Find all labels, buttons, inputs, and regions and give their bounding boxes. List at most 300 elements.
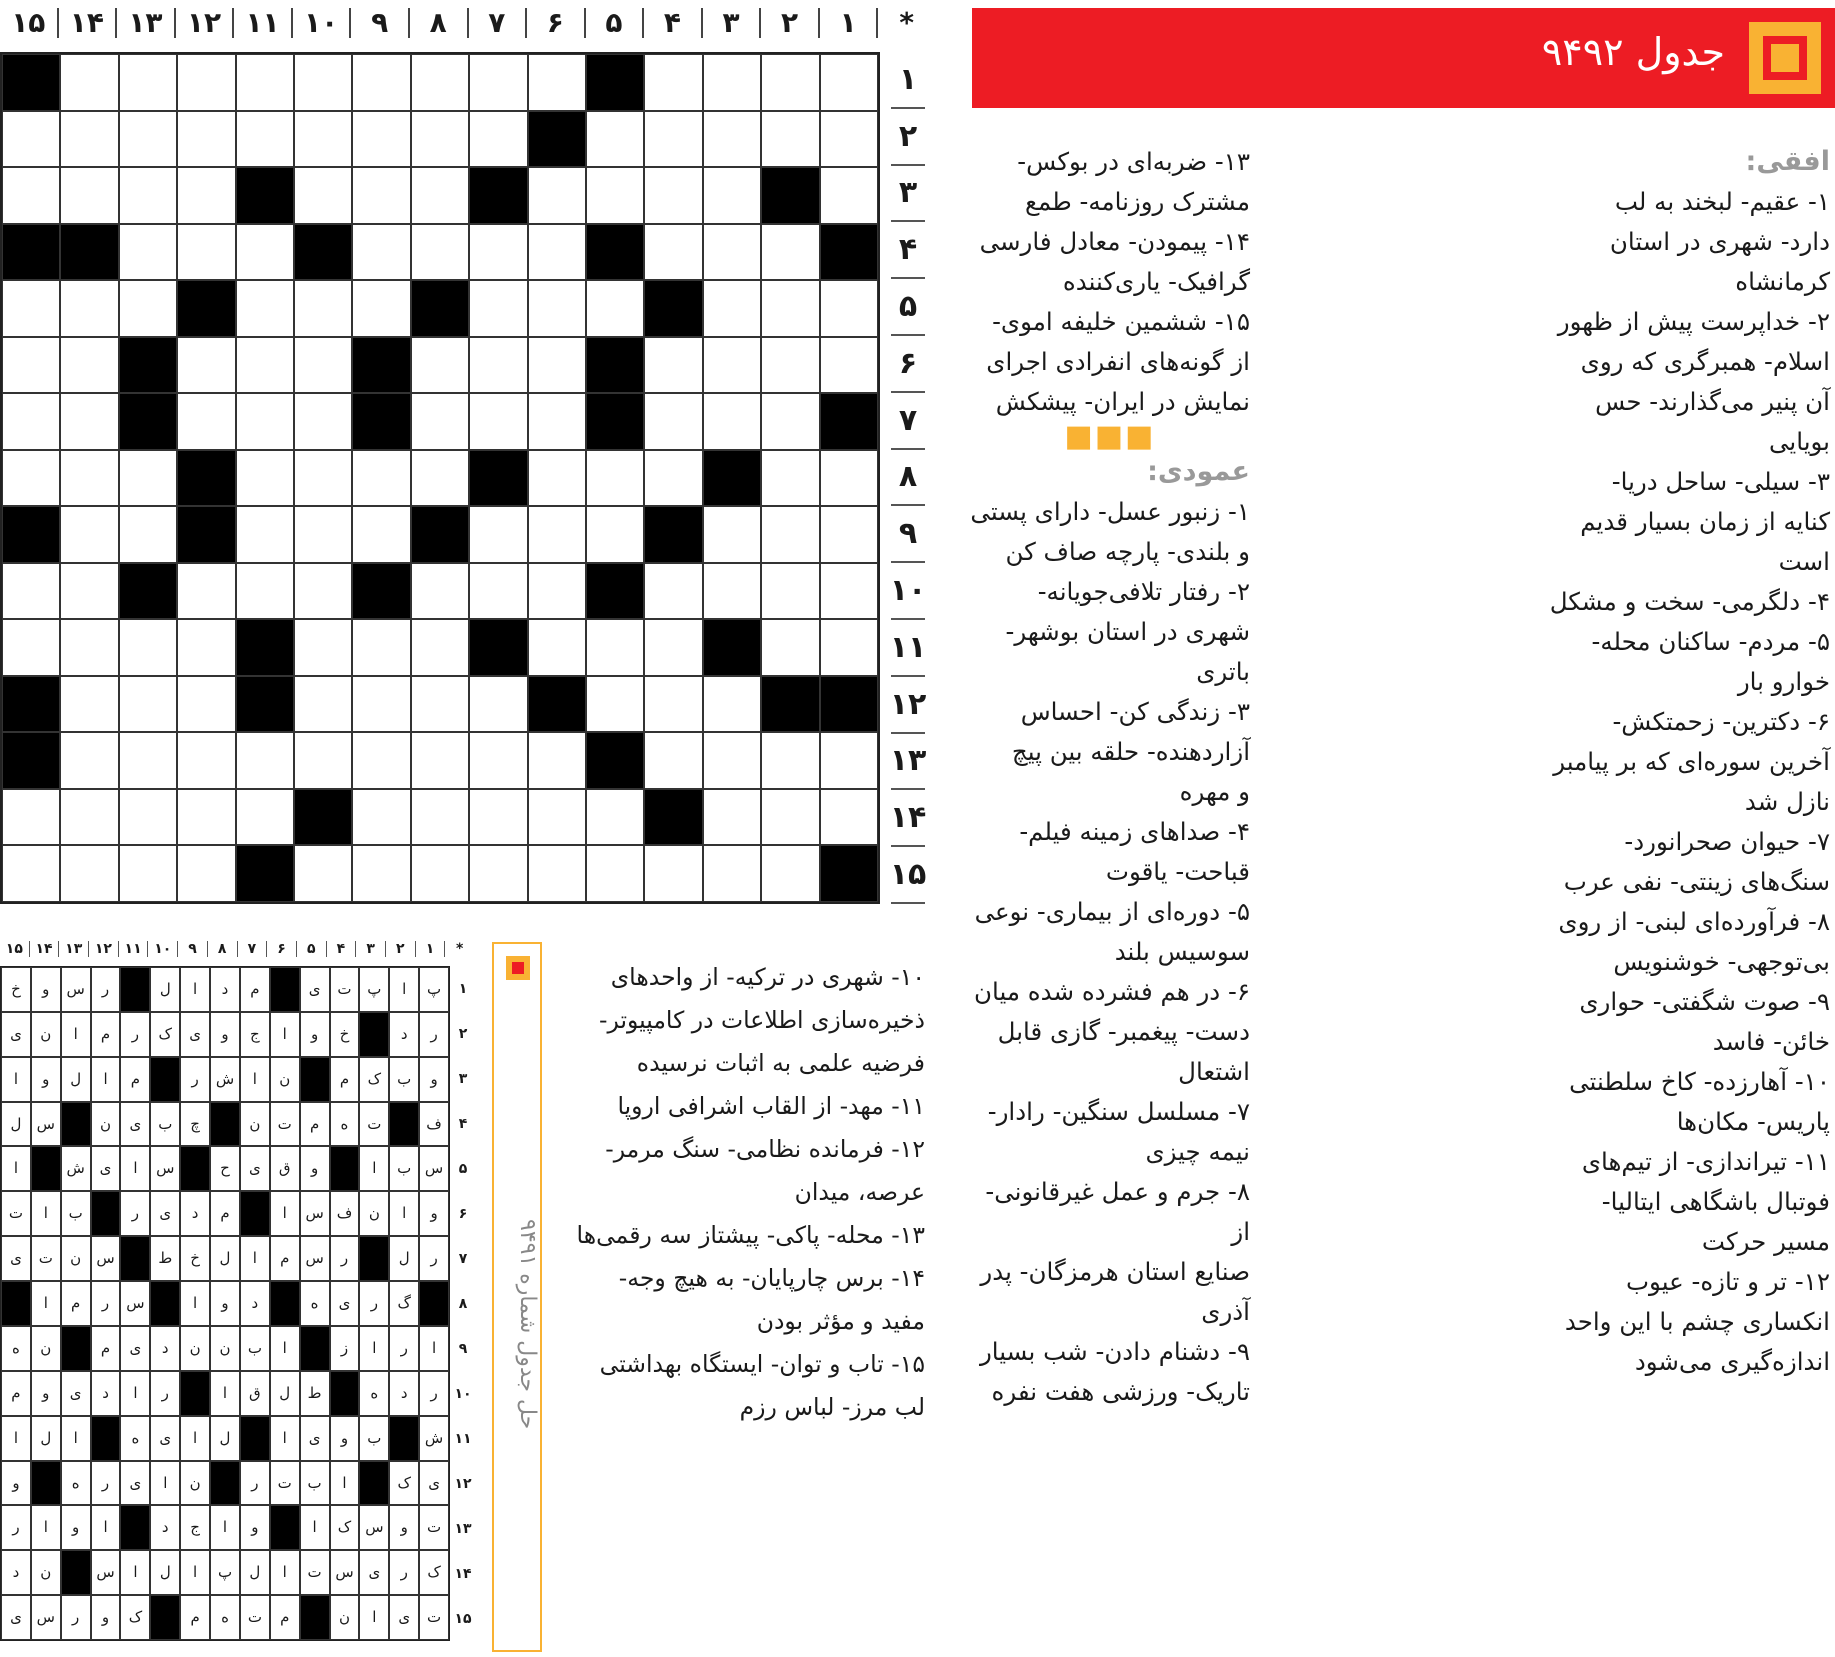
solution-cell: ا (389, 967, 419, 1012)
black-cell (294, 789, 352, 846)
grid-cell[interactable] (644, 337, 702, 394)
grid-cell[interactable] (119, 619, 177, 676)
grid-cell[interactable] (294, 845, 352, 902)
solution-cell: ک (359, 1057, 389, 1102)
grid-cell[interactable] (411, 619, 469, 676)
grid-cell[interactable] (411, 337, 469, 394)
grid-cell[interactable] (644, 393, 702, 450)
grid-cell[interactable] (644, 845, 702, 902)
clues-column-1 (1290, 142, 1830, 1382)
solution-cell: ن (210, 1326, 240, 1371)
solution-cell: ر (1, 1505, 31, 1550)
grid-cell[interactable] (2, 393, 60, 450)
grid-cell[interactable] (528, 393, 586, 450)
grid-cell[interactable] (469, 676, 527, 733)
grid-cell[interactable] (177, 167, 235, 224)
solution-cell: م (270, 1595, 300, 1640)
solution-cell: ل (240, 1550, 270, 1595)
solution-cell: ل (210, 1416, 240, 1461)
grid-cell[interactable] (761, 450, 819, 507)
clue-line: ۱۴- پیمودن- معادل فارسی (979, 227, 1250, 256)
clue-line: ۴- صداهای زمینه فیلم- (1019, 817, 1250, 846)
grid-cell[interactable] (236, 789, 294, 846)
clue-line: آن پنیر می‌گذارند- حس (1595, 387, 1830, 416)
grid-cell[interactable] (60, 676, 118, 733)
solution-cell: ا (91, 1057, 121, 1102)
grid-cell[interactable] (411, 732, 469, 789)
grid-cell[interactable] (703, 54, 761, 111)
clue-line: آخرین سوره‌ای که بر پیامبر (1553, 747, 1830, 776)
grid-cell[interactable] (60, 393, 118, 450)
grid-cell[interactable] (761, 563, 819, 620)
grid-cell[interactable] (761, 111, 819, 168)
solution-cell: ا (1, 1416, 31, 1461)
grid-cell[interactable] (119, 676, 177, 733)
solution-cell: خ (330, 1012, 360, 1057)
solution-cell: ی (120, 1102, 150, 1147)
grid-cell[interactable] (119, 280, 177, 337)
grid-cell[interactable] (236, 54, 294, 111)
grid-cell[interactable] (177, 393, 235, 450)
grid-cell[interactable] (294, 337, 352, 394)
grid-cell[interactable] (294, 619, 352, 676)
black-cell (236, 619, 294, 676)
grid-cell[interactable] (761, 619, 819, 676)
clue-line: ۱۱- تیراندازی- از تیم‌های (1581, 1147, 1830, 1176)
grid-cell[interactable] (177, 676, 235, 733)
grid-cell[interactable] (761, 393, 819, 450)
grid-cell[interactable] (60, 845, 118, 902)
grid-cell[interactable] (820, 563, 878, 620)
solution-cell: ا (91, 1505, 121, 1550)
grid-cell[interactable] (411, 111, 469, 168)
grid-cell[interactable] (119, 732, 177, 789)
solution-cell: ق (270, 1146, 300, 1191)
solution-black-cell (389, 1102, 419, 1147)
grid-cell[interactable] (294, 732, 352, 789)
grid-cell[interactable] (60, 54, 118, 111)
solution-cell: گ (389, 1281, 419, 1326)
grid-cell[interactable] (119, 845, 177, 902)
column-number: ۵ (586, 8, 645, 38)
grid-cell[interactable] (528, 506, 586, 563)
grid-cell[interactable] (294, 54, 352, 111)
solution-cell: ر (389, 1550, 419, 1595)
grid-cell[interactable] (177, 563, 235, 620)
grid-cell[interactable] (469, 224, 527, 281)
grid-cell[interactable] (703, 280, 761, 337)
solution-grid (0, 966, 450, 1641)
grid-cell[interactable] (60, 111, 118, 168)
solution-cell: ط (150, 1236, 180, 1281)
grid-cell[interactable] (469, 563, 527, 620)
grid-cell[interactable] (119, 167, 177, 224)
grid-cell[interactable] (703, 676, 761, 733)
grid-cell[interactable] (177, 789, 235, 846)
grid-cell[interactable] (528, 337, 586, 394)
grid-cell[interactable] (294, 506, 352, 563)
solution-row-number: ۱۱ (454, 1430, 472, 1447)
clue-line: مسیر حرکت (1701, 1227, 1830, 1256)
grid-cell[interactable] (703, 111, 761, 168)
grid-cell[interactable] (119, 54, 177, 111)
solution-cell: ا (150, 1461, 180, 1506)
solution-cell: ه (210, 1595, 240, 1640)
grid-cell[interactable] (2, 450, 60, 507)
grid-cell[interactable] (586, 450, 644, 507)
grid-cell[interactable] (528, 167, 586, 224)
grid-cell[interactable] (761, 54, 819, 111)
solution-row-number: ۱۲ (454, 1475, 472, 1492)
solution-row-number: ۴ (458, 1115, 468, 1132)
grid-cell[interactable] (703, 506, 761, 563)
grid-cell[interactable] (352, 676, 410, 733)
solution-cell: د (150, 1326, 180, 1371)
grid-cell[interactable] (761, 845, 819, 902)
solution-black-cell (61, 1326, 91, 1371)
grid-cell[interactable] (820, 506, 878, 563)
grid-cell[interactable] (411, 393, 469, 450)
solution-cell: س (359, 1505, 389, 1550)
solution-cell: ی (1, 1012, 31, 1057)
grid-cell[interactable] (528, 450, 586, 507)
grid-cell[interactable] (644, 224, 702, 281)
grid-cell[interactable] (411, 54, 469, 111)
solution-cell: ت (270, 1102, 300, 1147)
grid-cell[interactable] (528, 280, 586, 337)
row-number: ۱۴ (891, 790, 925, 847)
solution-column-number: ۶ (267, 941, 297, 957)
grid-cell[interactable] (352, 111, 410, 168)
solution-cell: ا (270, 1416, 300, 1461)
solution-cell: ح (210, 1146, 240, 1191)
grid-cell[interactable] (119, 450, 177, 507)
solution-cell: و (31, 967, 61, 1012)
solution-cell: ن (330, 1595, 360, 1640)
clue-line: فرضیه علمی به اثبات نرسیده (636, 1049, 925, 1077)
grid-cell[interactable] (236, 393, 294, 450)
clue-line: ۱۰- آهارزده- کاخ سلطنتی (1569, 1067, 1830, 1096)
clue-line: فوتبال باشگاهی ایتالیا- (1601, 1187, 1830, 1216)
grid-cell[interactable] (119, 789, 177, 846)
grid-cell[interactable] (469, 789, 527, 846)
row-number: ۹ (891, 506, 925, 563)
grid-cell[interactable] (761, 337, 819, 394)
grid-cell[interactable] (528, 732, 586, 789)
clue-line: بی‌توجهی- خوشنویس (1613, 947, 1830, 976)
grid-cell[interactable] (352, 619, 410, 676)
grid-cell[interactable] (236, 563, 294, 620)
grid-cell[interactable] (820, 337, 878, 394)
grid-cell[interactable] (644, 619, 702, 676)
clue-line: کنایه از زمان بسیار قدیم (1580, 507, 1830, 536)
clue-line: ۳- سیلی- ساحل دریا- (1611, 467, 1830, 496)
solution-cell: ن (61, 1236, 91, 1281)
black-cell (2, 224, 60, 281)
logo-icon (1749, 22, 1821, 94)
clue-line: و مهره (1179, 777, 1250, 806)
grid-cell[interactable] (411, 676, 469, 733)
grid-cell[interactable] (411, 845, 469, 902)
grid-cell[interactable] (352, 280, 410, 337)
solution-cell: ی (120, 1326, 150, 1371)
solution-cell: ش (419, 1416, 449, 1461)
solution-cell: س (91, 1550, 121, 1595)
grid-cell[interactable] (586, 845, 644, 902)
grid-cell[interactable] (820, 619, 878, 676)
grid-cell[interactable] (60, 506, 118, 563)
grid-cell[interactable] (820, 280, 878, 337)
grid-cell[interactable] (703, 393, 761, 450)
solution-cell: م (61, 1281, 91, 1326)
mini-logo-icon (506, 956, 530, 980)
solution-black-cell (150, 1595, 180, 1640)
grid-cell[interactable] (2, 789, 60, 846)
grid-cell[interactable] (177, 619, 235, 676)
grid-cell[interactable] (586, 506, 644, 563)
grid-cell[interactable] (528, 845, 586, 902)
grid-cell[interactable] (2, 845, 60, 902)
grid-cell[interactable] (644, 676, 702, 733)
grid-cell[interactable] (820, 450, 878, 507)
grid-cell[interactable] (177, 111, 235, 168)
solution-cell: ت (359, 1102, 389, 1147)
solution-cell: س (91, 1236, 121, 1281)
column-number: ۱۵ (0, 8, 59, 38)
clue-line: انکساری چشم با این واحد (1564, 1307, 1830, 1336)
grid-cell[interactable] (352, 54, 410, 111)
grid-cell[interactable] (761, 789, 819, 846)
clue-line: ۱۳- محله- پاکی- پیشتاز سه رقمی‌ها (576, 1221, 925, 1249)
grid-cell[interactable] (703, 789, 761, 846)
grid-cell[interactable] (119, 224, 177, 281)
grid-cell[interactable] (236, 506, 294, 563)
grid-cell[interactable] (177, 224, 235, 281)
solution-cell: ه (330, 1102, 360, 1147)
grid-cell[interactable] (820, 167, 878, 224)
grid-cell[interactable] (294, 393, 352, 450)
grid-cell[interactable] (703, 845, 761, 902)
row-number: ۴ (891, 222, 925, 279)
grid-cell[interactable] (2, 619, 60, 676)
grid-cell[interactable] (820, 789, 878, 846)
solution-cell: ل (31, 1416, 61, 1461)
solution-cell: ی (419, 1461, 449, 1506)
grid-cell[interactable] (2, 563, 60, 620)
grid-cell[interactable] (644, 450, 702, 507)
grid-cell[interactable] (761, 224, 819, 281)
solution-row-number: ۱۰ (454, 1385, 472, 1402)
grid-cell[interactable] (60, 167, 118, 224)
grid-cell[interactable] (2, 167, 60, 224)
solution-cell: و (31, 1057, 61, 1102)
grid-cell[interactable] (644, 563, 702, 620)
clue-line: است (1778, 547, 1830, 576)
grid-cell[interactable] (352, 167, 410, 224)
solution-cell: ل (1, 1102, 31, 1147)
grid-cell[interactable] (352, 506, 410, 563)
solution-cell: ی (91, 1146, 121, 1191)
grid-cell[interactable] (60, 280, 118, 337)
grid-cell[interactable] (644, 111, 702, 168)
grid-cell[interactable] (411, 450, 469, 507)
grid-cell[interactable] (411, 167, 469, 224)
grid-cell[interactable] (469, 732, 527, 789)
horizontal-heading: افقی: (1745, 146, 1830, 177)
grid-cell[interactable] (820, 54, 878, 111)
solution-cell: م (1, 1371, 31, 1416)
grid-cell[interactable] (177, 845, 235, 902)
grid-cell[interactable] (177, 54, 235, 111)
clue-line: ۳- زندگی کن- احساس (1020, 697, 1250, 726)
grid-cell[interactable] (528, 619, 586, 676)
separator-dots: ■■■ (1064, 419, 1156, 454)
solution-cell: ک (389, 1461, 419, 1506)
solution-cell: ر (120, 1191, 150, 1236)
grid-cell[interactable] (119, 506, 177, 563)
black-cell (469, 450, 527, 507)
grid-cell[interactable] (469, 393, 527, 450)
solution-cell: ه (300, 1281, 330, 1326)
grid-cell[interactable] (411, 789, 469, 846)
black-cell (352, 563, 410, 620)
grid-cell[interactable] (294, 563, 352, 620)
grid-cell[interactable] (2, 111, 60, 168)
solution-cell: ا (240, 1236, 270, 1281)
grid-cell[interactable] (469, 111, 527, 168)
black-cell (352, 393, 410, 450)
grid-cell[interactable] (60, 789, 118, 846)
grid-cell[interactable] (528, 789, 586, 846)
grid-cell[interactable] (236, 111, 294, 168)
solution-cell: ب (300, 1461, 330, 1506)
grid-cell[interactable] (703, 337, 761, 394)
grid-cell[interactable] (352, 845, 410, 902)
black-cell (703, 619, 761, 676)
grid-cell[interactable] (60, 337, 118, 394)
grid-cell[interactable] (177, 732, 235, 789)
grid-cell[interactable] (411, 563, 469, 620)
grid-cell[interactable] (703, 167, 761, 224)
grid-cell[interactable] (528, 563, 586, 620)
grid-cell[interactable] (586, 676, 644, 733)
grid-cell[interactable] (528, 54, 586, 111)
grid-cell[interactable] (177, 337, 235, 394)
grid-cell[interactable] (352, 224, 410, 281)
grid-cell[interactable] (586, 167, 644, 224)
solution-cell: و (419, 1191, 449, 1236)
column-number: ۱۳ (117, 8, 176, 38)
solution-cell: ت (300, 1550, 330, 1595)
grid-cell[interactable] (586, 280, 644, 337)
grid-cell[interactable] (60, 450, 118, 507)
solution-section (0, 936, 474, 1648)
clue-line: ۱۴- برس چارپایان- به هیچ وجه- (618, 1264, 925, 1292)
grid-cell[interactable] (469, 280, 527, 337)
grid-cell[interactable] (2, 337, 60, 394)
column-number: ۱ (820, 8, 879, 38)
solution-black-cell (61, 1102, 91, 1147)
clue-line: نمایش در ایران- پیشکش (995, 387, 1250, 416)
grid-cell[interactable] (469, 845, 527, 902)
grid-cell[interactable] (352, 450, 410, 507)
grid-cell[interactable] (820, 111, 878, 168)
grid-cell[interactable] (820, 732, 878, 789)
clue-line: تاریک- ورزشی هفت نفره (991, 1377, 1250, 1406)
grid-cell[interactable] (60, 732, 118, 789)
grid-cell[interactable] (352, 732, 410, 789)
grid-cell[interactable] (761, 732, 819, 789)
grid-cell[interactable] (236, 280, 294, 337)
solution-black-cell (300, 1326, 330, 1371)
row-number: ۷ (891, 393, 925, 450)
grid-cell[interactable] (469, 506, 527, 563)
grid-cell[interactable] (294, 676, 352, 733)
grid-cell[interactable] (586, 789, 644, 846)
solution-cell: و (300, 1146, 330, 1191)
solution-row-number: ۱ (458, 980, 468, 997)
grid-cell[interactable] (236, 337, 294, 394)
grid-cell[interactable] (469, 54, 527, 111)
grid-cell[interactable] (528, 224, 586, 281)
solution-black-cell (270, 967, 300, 1012)
grid-cell[interactable] (2, 280, 60, 337)
black-cell (352, 337, 410, 394)
grid-cell[interactable] (586, 619, 644, 676)
clue-line: کرمانشاه (1735, 267, 1830, 296)
row-number: ۱۰ (891, 563, 925, 620)
black-cell (177, 280, 235, 337)
grid-cell[interactable] (644, 732, 702, 789)
grid-cell[interactable] (60, 619, 118, 676)
grid-cell[interactable] (761, 280, 819, 337)
grid-cell[interactable] (352, 789, 410, 846)
row-number: ۵ (891, 279, 925, 336)
grid-cell[interactable] (761, 506, 819, 563)
clue-line: مفید و مؤثر بودن (756, 1307, 925, 1335)
grid-cell[interactable] (119, 111, 177, 168)
grid-cell[interactable] (469, 337, 527, 394)
grid-cell[interactable] (236, 224, 294, 281)
grid-cell[interactable] (294, 280, 352, 337)
solution-cell: و (419, 1057, 449, 1102)
solution-cell: ا (180, 967, 210, 1012)
grid-cell[interactable] (644, 54, 702, 111)
grid-cell[interactable] (60, 563, 118, 620)
grid-cell[interactable] (236, 732, 294, 789)
grid-cell[interactable] (236, 450, 294, 507)
grid-cell[interactable] (294, 167, 352, 224)
grid-cell[interactable] (294, 450, 352, 507)
vertical-heading: عمودی: (1147, 456, 1250, 487)
grid-cell[interactable] (703, 563, 761, 620)
black-cell (469, 167, 527, 224)
grid-cell[interactable] (411, 224, 469, 281)
grid-cell[interactable] (586, 111, 644, 168)
grid-cell[interactable] (703, 732, 761, 789)
clue-line: ۱۱- مهد- از القاب اشرافی اروپا (617, 1092, 925, 1120)
solution-cell: ت (419, 1595, 449, 1640)
clue-line: سنگ‌های زینتی- نفی عرب (1563, 867, 1830, 896)
row-number: ۱۱ (891, 620, 925, 677)
grid-cell[interactable] (294, 111, 352, 168)
solution-cell: و (61, 1505, 91, 1550)
solution-cell: م (270, 1236, 300, 1281)
grid-cell[interactable] (644, 167, 702, 224)
grid-cell[interactable] (703, 224, 761, 281)
column-number: ۱۴ (59, 8, 118, 38)
solution-cell: د (91, 1371, 121, 1416)
